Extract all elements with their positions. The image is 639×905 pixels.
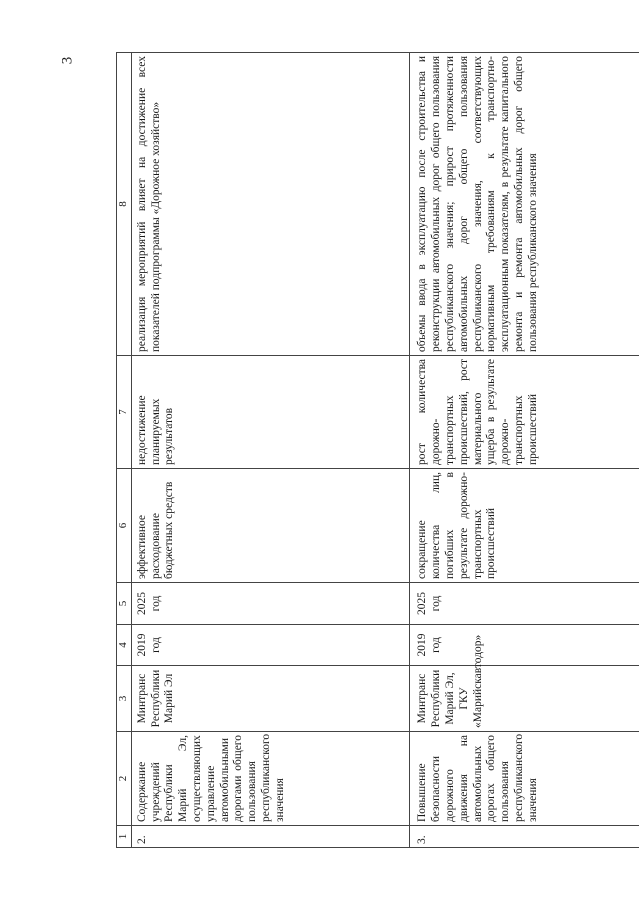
executor: Минтранс Республики Марий Эл xyxy=(131,666,410,732)
table-row xyxy=(131,53,410,848)
header-cell: 6 xyxy=(117,469,132,583)
expected-result: эффективное расходование бюджетных средств xyxy=(131,469,410,583)
measures-table xyxy=(116,52,639,848)
end-year: 2025 год xyxy=(410,583,639,625)
measure-name: Содержание учреждений Республики Марий Эл, осуществляющих управление автомобильными дорогами общего пользования республиканского значения xyxy=(131,732,410,826)
header-cell: 1 xyxy=(117,826,132,848)
expected-result: сокращение количества лиц, погибших в результате дорожно-транспортных происшествий xyxy=(410,469,639,583)
table-row xyxy=(410,53,639,848)
non-fulfilment-consequence: рост количества дорожно-транспортных происшествий, рост материального ущерба в результате дорожно-транспортных происшествий xyxy=(410,356,639,469)
header-cell: 4 xyxy=(117,625,132,666)
header-cell: 2 xyxy=(117,732,132,826)
non-fulfilment-consequence: недостижение планируемых результатов xyxy=(131,356,410,469)
indicator-link: реализация мероприятий влияет на достижение всех показателей подпрограммы «Дорожное хозяйство» xyxy=(131,53,410,356)
row-number: 3. xyxy=(410,826,639,848)
end-year: 2025 год xyxy=(131,583,410,625)
indicator-link: объемы ввода в эксплуатацию после строительства и реконструкции автомобильных дорог общего пользования республиканского значения; прирост протяженности автомобильных дорог общего пользования республиканского значения, соответствующих нормативным требованиям к транспортно-эксплуатационным показателям, в результате капитального ремонта и ремонта автомобильных дорог общего пользования республиканского значения xyxy=(410,53,639,356)
row-number: 2. xyxy=(131,826,410,848)
page-number: 3 xyxy=(59,56,76,65)
header-row xyxy=(117,53,132,848)
header-cell: 5 xyxy=(117,583,132,625)
measure-name: Повышение безопасности дорожного движения на автомобильных дорогах общего пользования республиканского значения xyxy=(410,732,639,826)
start-year: 2019 год xyxy=(410,625,639,666)
header-cell: 7 xyxy=(117,356,132,469)
executor: Минтранс Республики Марий Эл, ГКУ «Марийскавтодор» xyxy=(410,666,639,732)
header-cell: 3 xyxy=(117,666,132,732)
start-year: 2019 год xyxy=(131,625,410,666)
header-cell: 8 xyxy=(117,53,132,356)
rotated-table-container xyxy=(116,53,639,848)
